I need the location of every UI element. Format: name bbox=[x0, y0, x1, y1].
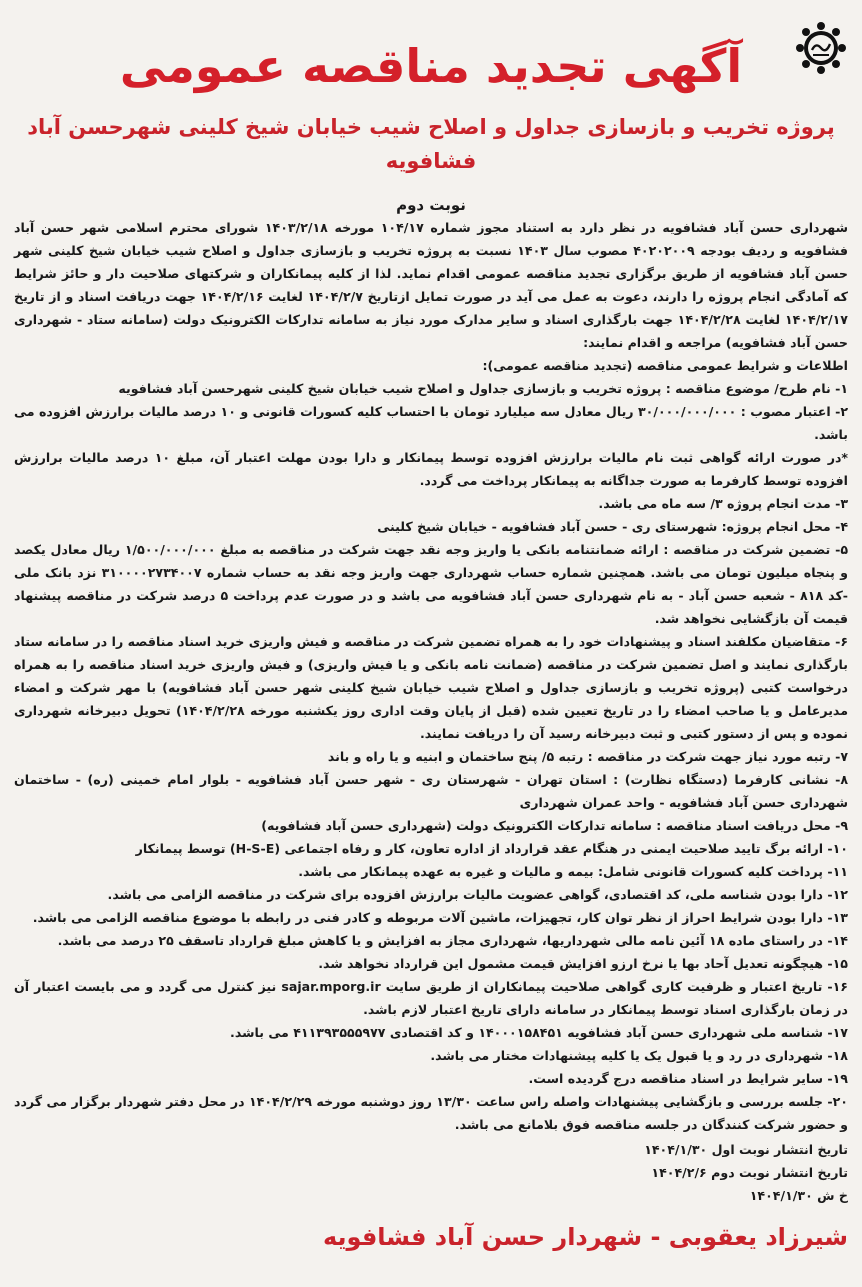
second-publication-date: تاریخ انتشار نوبت دوم ۱۴۰۴/۲/۶ bbox=[651, 1165, 848, 1180]
conditions-list bbox=[14, 377, 848, 1136]
condition-item: ۱۲- دارا بودن شناسه ملی، کد اقتصادی، گواهی عضویت مالیات برارزش افزوده برای شرکت در مناقصه الزامی می باشد. bbox=[107, 887, 848, 902]
condition-item: ۱۳- دارا بودن شرایط احراز از نظر توان کار، تجهیزات، ماشین آلات مربوطه و کادر فنی در رابطه با موضوع مناقصه الزامی می باشد. bbox=[32, 910, 848, 925]
condition-item: ۸- نشانی کارفرما (دستگاه نظارت) : استان تهران - شهرستان ری - شهر حسن آباد فشافویه - بلوار امام خمینی (ره) - ساختمان شهرداری حسن آباد فشافویه - واحد عمران شهرداری bbox=[14, 772, 848, 810]
condition-item: ۹- محل دریافت اسناد مناقصه : سامانه تدارکات الکترونیک دولت (شهرداری حسن آباد فشافویه) bbox=[261, 818, 848, 833]
condition-item: ۳- مدت انجام پروژه ۳/ سه ماه می باشد. bbox=[598, 496, 848, 511]
condition-item: ۱۱- پرداخت کلیه کسورات قانونی شامل: بیمه و مالیات و غیره به عهده پیمانکار می باشد. bbox=[298, 864, 848, 879]
notice-title: آگهی تجدید مناقصه عمومی bbox=[119, 39, 743, 93]
mayor-signature: شیرزاد یعقوبی - شهردار حسن آباد فشافویه bbox=[322, 1223, 848, 1251]
condition-item: ۴- محل انجام پروژه: شهرستای ری - حسن آباد فشافویه - خیابان شیخ کلینی bbox=[377, 519, 848, 534]
publication-round: نوبت دوم bbox=[396, 196, 466, 214]
condition-item: ۱۸- شهرداری در رد و یا قبول یک یا کلیه پیشنهادات مختار می باشد. bbox=[430, 1048, 848, 1063]
condition-item: ۲- اعتبار مصوب : ۳۰/۰۰۰/۰۰۰/۰۰۰ ریال معادل سه میلیارد تومان با احتساب کلیه کسورات قانونی و ۱۰ درصد مالیات برارزش افزوده می باشد. bbox=[14, 404, 848, 442]
condition-item: ۱- نام طرح/ موضوع مناقصه : پروژه تخریب و بازسازی جداول و اصلاح شیب خیابان شیخ کلینی شهرحسن آباد فشافویه bbox=[118, 381, 848, 396]
condition-item: ۷- رتبه مورد نیاز جهت شرکت در مناقصه : رتبه ۵/ پنج ساختمان و ابنیه و یا راه و باند bbox=[327, 749, 848, 764]
items-heading: اطلاعات و شرایط عمومی مناقصه (تجدید مناقصه عمومی): bbox=[482, 358, 848, 373]
condition-item: ۱۰- ارائه برگ تایید صلاحیت ایمنی در هنگام عقد قرارداد از اداره تعاون، کار و رفاه اجتماعی (H-S-E) توسط پیمانکار bbox=[135, 841, 848, 856]
project-subtitle: پروژه تخریب و بازسازی جداول و اصلاح شیب خیابان شیخ کلینی شهرحسن آباد فشافویه bbox=[27, 115, 835, 173]
condition-item: ۱۴- در راستای ماده ۱۸ آئین نامه مالی شهرداریها، شهرداری مجاز به افزایش و یا کاهش مبلغ قرارداد تاسقف ۲۵ درصد می باشد. bbox=[57, 933, 848, 948]
first-publication-date: تاریخ انتشار نوبت اول ۱۴۰۴/۱/۳۰ bbox=[644, 1142, 848, 1157]
condition-item: ۱۵- هیچگونه تعدیل آحاد بها یا نرخ ارزو افزایش قیمت مشمول این قرارداد نخواهد شد. bbox=[318, 956, 848, 971]
condition-item: ۱۹- سایر شرایط در اسناد مناقصه درج گردیده است. bbox=[528, 1071, 848, 1086]
condition-item: ۵- تضمین شرکت در مناقصه : ارائه ضمانتنامه بانکی یا واریز وجه نقد جهت شرکت در مناقصه به مبلغ ۱/۵۰۰/۰۰۰/۰۰۰ ریال معادل یکصد و پنجاه میلیون تومان می باشد. همچنین شماره حساب شهرداری جهت واریز وجه نقد به حساب شماره ۳۱۰۰۰۰۲۷۳۴۰۰۷ نزد بانک ملی -کد ۸۱۸ - شعبه حسن آباد - به نام شهرداری حسن آباد فشافویه می باشد و در صورت عدم پرداخت ۵ درصد شرکت در مناقصه پیشنهاد قیمت آن بازگشایی نخواهد شد. bbox=[14, 542, 848, 626]
condition-item: ۲۰- جلسه بررسی و بازگشایی پیشنهادات واصله راس ساعت ۱۳/۳۰ روز دوشنبه مورخه ۱۴۰۴/۲/۲۹ در محل دفتر شهردار برگزار می گردد و حضور شرکت کنندگان در جلسه مناقصه فوق بلامانع می باشد. bbox=[14, 1094, 848, 1132]
municipality-emblem-icon bbox=[794, 20, 848, 76]
intro-paragraph: شهرداری حسن آباد فشافویه در نظر دارد به استناد مجوز شماره ۱۰۴/۱۷ مورخه ۱۴۰۳/۲/۱۸ شورای محترم اسلامی شهر حسن آباد فشافویه و ردیف بودجه ۴۰۲۰۲۰۰۹ مصوب سال ۱۴۰۳ نسبت به پروژه تخریب و بازسازی جداول و اصلاح شیب خیابان شیخ کلینی شهر حسن آباد فشافویه از طریق برگزاری تجدید مناقصه عمومی اقدام نماید. لذا از کلیه پیمانکاران و شرکتهای صلاحیت دار و حائز شرایط که آمادگی انجام پروژه را دارند، دعوت به عمل می آید در صورت تمایل ازتاریخ ۱۴۰۴/۲/۷ لغایت ۱۴۰۴/۲/۱۶ جهت دریافت اسناد و از تاریخ ۱۴۰۴/۲/۱۷ لغایت ۱۴۰۴/۲/۲۸ جهت بارگذاری اسناد و سایر مدارک مورد نیاز به سامانه تدارکات الکترونیک دولت (سامانه ستاد - شهرداری حسن آباد فشافویه) مراجعه و اقدام نمایند: bbox=[14, 220, 849, 350]
publication-dates bbox=[14, 1138, 848, 1207]
condition-item: ۱۶- تاریخ اعتبار و ظرفیت کاری گواهی صلاحیت پیمانکاران از طریق سایت sajar.mporg.ir نیز کنترل می گردد و می بایست اعتبار آن در زمان بارگذاری اسناد توسط پیمانکار در سامانه دارای تاریخ اعتبار لازم باشد. bbox=[14, 979, 848, 1017]
condition-item: *در صورت ارائه گواهی ثبت نام مالیات برارزش افزوده توسط پیمانکار و دارا بودن مهلت اعتبار آن، مبلغ ۱۰ درصد مالیات برارزش افزوده توسط کارفرما به صورت جداگانه به پیمانکار پرداخت می گردد. bbox=[14, 450, 848, 488]
reference-code: خ ش ۱۴۰۴/۱/۳۰ bbox=[749, 1188, 848, 1203]
condition-item: ۱۷- شناسه ملی شهرداری حسن آباد فشافویه ۱۴۰۰۰۱۵۸۴۵۱ و کد اقتصادی ۴۱۱۳۹۳۵۵۵۹۷۷ می باشد. bbox=[230, 1025, 848, 1040]
condition-item: ۶- متقاضیان مکلفند اسناد و پیشنهادات خود را به همراه تضمین شرکت در مناقصه و فیش واریزی خرید اسناد مناقصه را در سامانه ستاد بارگذاری نمایند و اصل تضمین شرکت در مناقصه (ضمانت نامه بانکی و یا فیش واریزی) و فیش واریزی خرید اسناد مناقصه را به همراه درخواست کتبی (پروژه تخریب و بازسازی جداول و اصلاح شیب خیابان شیخ کلینی شهر حسن آباد فشافویه) با مهر شرکت و امضاء مدیرعامل و یا صاحب امضاء را در تاریخ تعیین شده (قبل از پایان وقت اداری روز یکشنبه مورخه ۱۴۰۴/۲/۲۸) تحویل دبیرخانه شهرداری نموده و پس از دستور کتبی و ثبت دبیرخانه رسید آن را دریافت نمایند. bbox=[14, 634, 848, 741]
